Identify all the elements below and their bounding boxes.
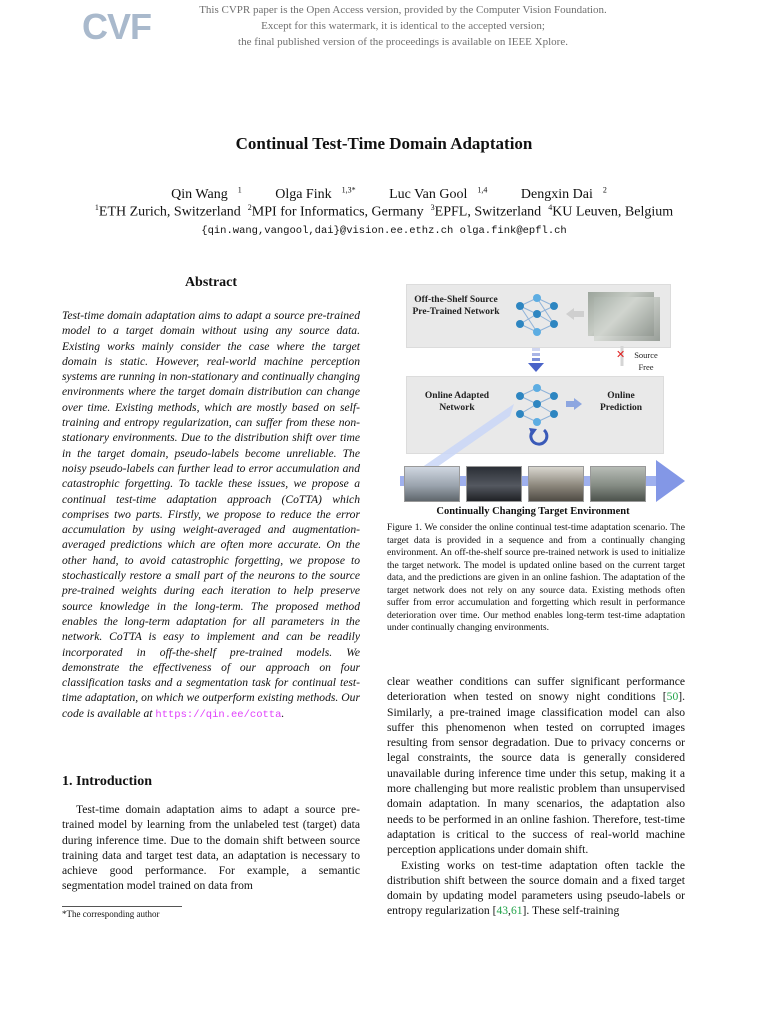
footnote: *The corresponding author	[62, 909, 160, 919]
thumbnail-fog	[590, 466, 646, 502]
intro-paragraph: Test-time domain adaptation aims to adapt a source pre-trained model by learning from the unlabeled test (target) data during inference time. Due to the domain shift between source training data and target test data, an adaptation is necessary to achieve good performance. For example, a semantic segmentation model trained on data from	[62, 803, 360, 893]
figure-1	[400, 282, 685, 522]
thumbnail-clear	[404, 466, 460, 502]
online-panel-label: Online Adapted Network	[424, 391, 490, 413]
thumbnail-night	[466, 466, 522, 502]
arrow-right-icon	[566, 398, 582, 410]
figure-caption: Figure 1. We consider the online continual test-time adaptation scenario. The target data is provided in a sequence and from a continually changing environment. An off-the-shelf source pre-trained network is used to initialize the target network. The model is updated online based on the current target data, and the predictions are given in an online fashion. The adaptation of the target network does not rely on any source data. Existing methods often suffer from error accumulation and forgetting which result in performance deterioration over time. Our method enables long-term test-time adaptation under continually changing environments.	[387, 522, 685, 633]
author: Qin Wang $^1$	[171, 185, 242, 202]
cvf-logo: CVF	[82, 6, 151, 47]
citation-link[interactable]: 50	[666, 690, 679, 704]
arrow-left-icon	[566, 308, 584, 320]
source-free-label: Source Free	[634, 350, 658, 372]
source-panel-label: Off-the-Shelf Source Pre-Trained Network	[412, 295, 500, 317]
abstract-heading: Abstract	[184, 275, 238, 290]
environment-label: Continually Changing Target Environment	[436, 506, 630, 517]
source-image	[594, 297, 660, 341]
arrow-down-icon	[528, 348, 544, 374]
author: Dengxin Dai $^2$	[520, 185, 607, 202]
author: Luc Van Gool $^{1,4}$	[389, 185, 488, 202]
footnote-rule	[62, 906, 182, 907]
network-icon	[512, 292, 562, 338]
adapted-network-icon	[512, 382, 562, 428]
paragraph: clear weather conditions can suffer significant performance deterioration when tested on snowy night conditions [50]. Similarly, a pre-trained image classification model can also suffer this phenomenon when tested on corrupted images resulting from sensor degradation. Due to privacy concerns or legal constraints, the source data is generally considered unavailable during inference time under this setup, making it a more challenging but more realistic problem than unsupervised domain adaptation. In many scenarios, the adaptation also needs to be performed in an online fashion. Therefore, test-time adaptation is critical to the success of real-world machine perception applications under domain shift.	[387, 675, 685, 857]
watermark-line-2: Except for this watermark, it is identical to the accepted version;	[261, 20, 545, 32]
paper-title: Continual Test-Time Domain Adaptation	[235, 134, 533, 153]
abstract-text: Test-time domain adaptation aims to adapt a source pre-trained model to a target domain without using any source data. Existing works mainly consider the case where the target domain is static. However, real-world machine perception systems are running in non-stationary and continually changing environments where the target domain distribution can change over time. Existing methods, which are mostly based on self-training and entropy regularization, can suffer from these non-stationary environments. Due to the distribution shift over time in the target domain, pseudo-labels become unreliable. The noisy pseudo-labels can further lead to error accumulation and catastrophic forgetting. To tackle these issues, we propose a continual test-time adaptation approach (CoTTA) which comprises two parts. Firstly, we propose to reduce the error accumulation by using weight-averaged and augmentation-averaged predictions which are often more accurate. On the other hand, to avoid catastrophic forgetting, we propose to stochastically restore a small part of the neurons to the source pre-trained weights during each iteration to help preserve source knowledge in the long-term. The proposed method enables the long-term adaptation for all parameters in the network. CoTTA is easy to implement and can be readily incorporated in off-the-shelf pre-trained models. We demonstrate the effectiveness of our approach on four classification tasks and a segmentation task for continual test-time adaptation, on which we outperform existing methods. Our code is available at https://qin.ee/cotta.	[62, 309, 360, 721]
online-prediction-label: Online Prediction	[599, 391, 643, 413]
author-list	[0, 185, 768, 203]
author: Olga Fink $^{1,3*}$	[275, 185, 356, 202]
cross-icon: ✕	[616, 348, 626, 361]
affiliations: $^1$ETH Zurich, Switzerland $^2$MPI for Informatics, Germany $^3$EPFL, Switzerland $^4$KU Leuven, Belgium	[94, 203, 674, 220]
section-heading-introduction: 1. Introduction	[62, 774, 152, 789]
right-column-text	[387, 674, 685, 919]
watermark-line-1: This CVPR paper is the Open Access version, provided by the Computer Vision Foundation.	[199, 4, 607, 16]
thumbnail-snow	[528, 466, 584, 502]
watermark-line-3: the final published version of the proceedings is available on IEEE Xplore.	[238, 36, 568, 48]
watermark-notice	[150, 2, 656, 50]
author-emails: {qin.wang,vangool,dai}@vision.ee.ethz.ch olga.fink@epfl.ch	[201, 225, 567, 237]
citation-link[interactable]: 43	[496, 904, 509, 918]
citation-link[interactable]: 61	[510, 904, 523, 918]
code-link[interactable]: https://qin.ee/cotta	[155, 708, 282, 721]
paragraph: Existing works on test-time adaptation often tackle the distribution shift between the source domain and a fixed target domain by updating model parameters using pseudo-labels or entropy regularization [43,61]. These self-training	[387, 858, 685, 918]
update-cycle-icon	[528, 426, 550, 446]
